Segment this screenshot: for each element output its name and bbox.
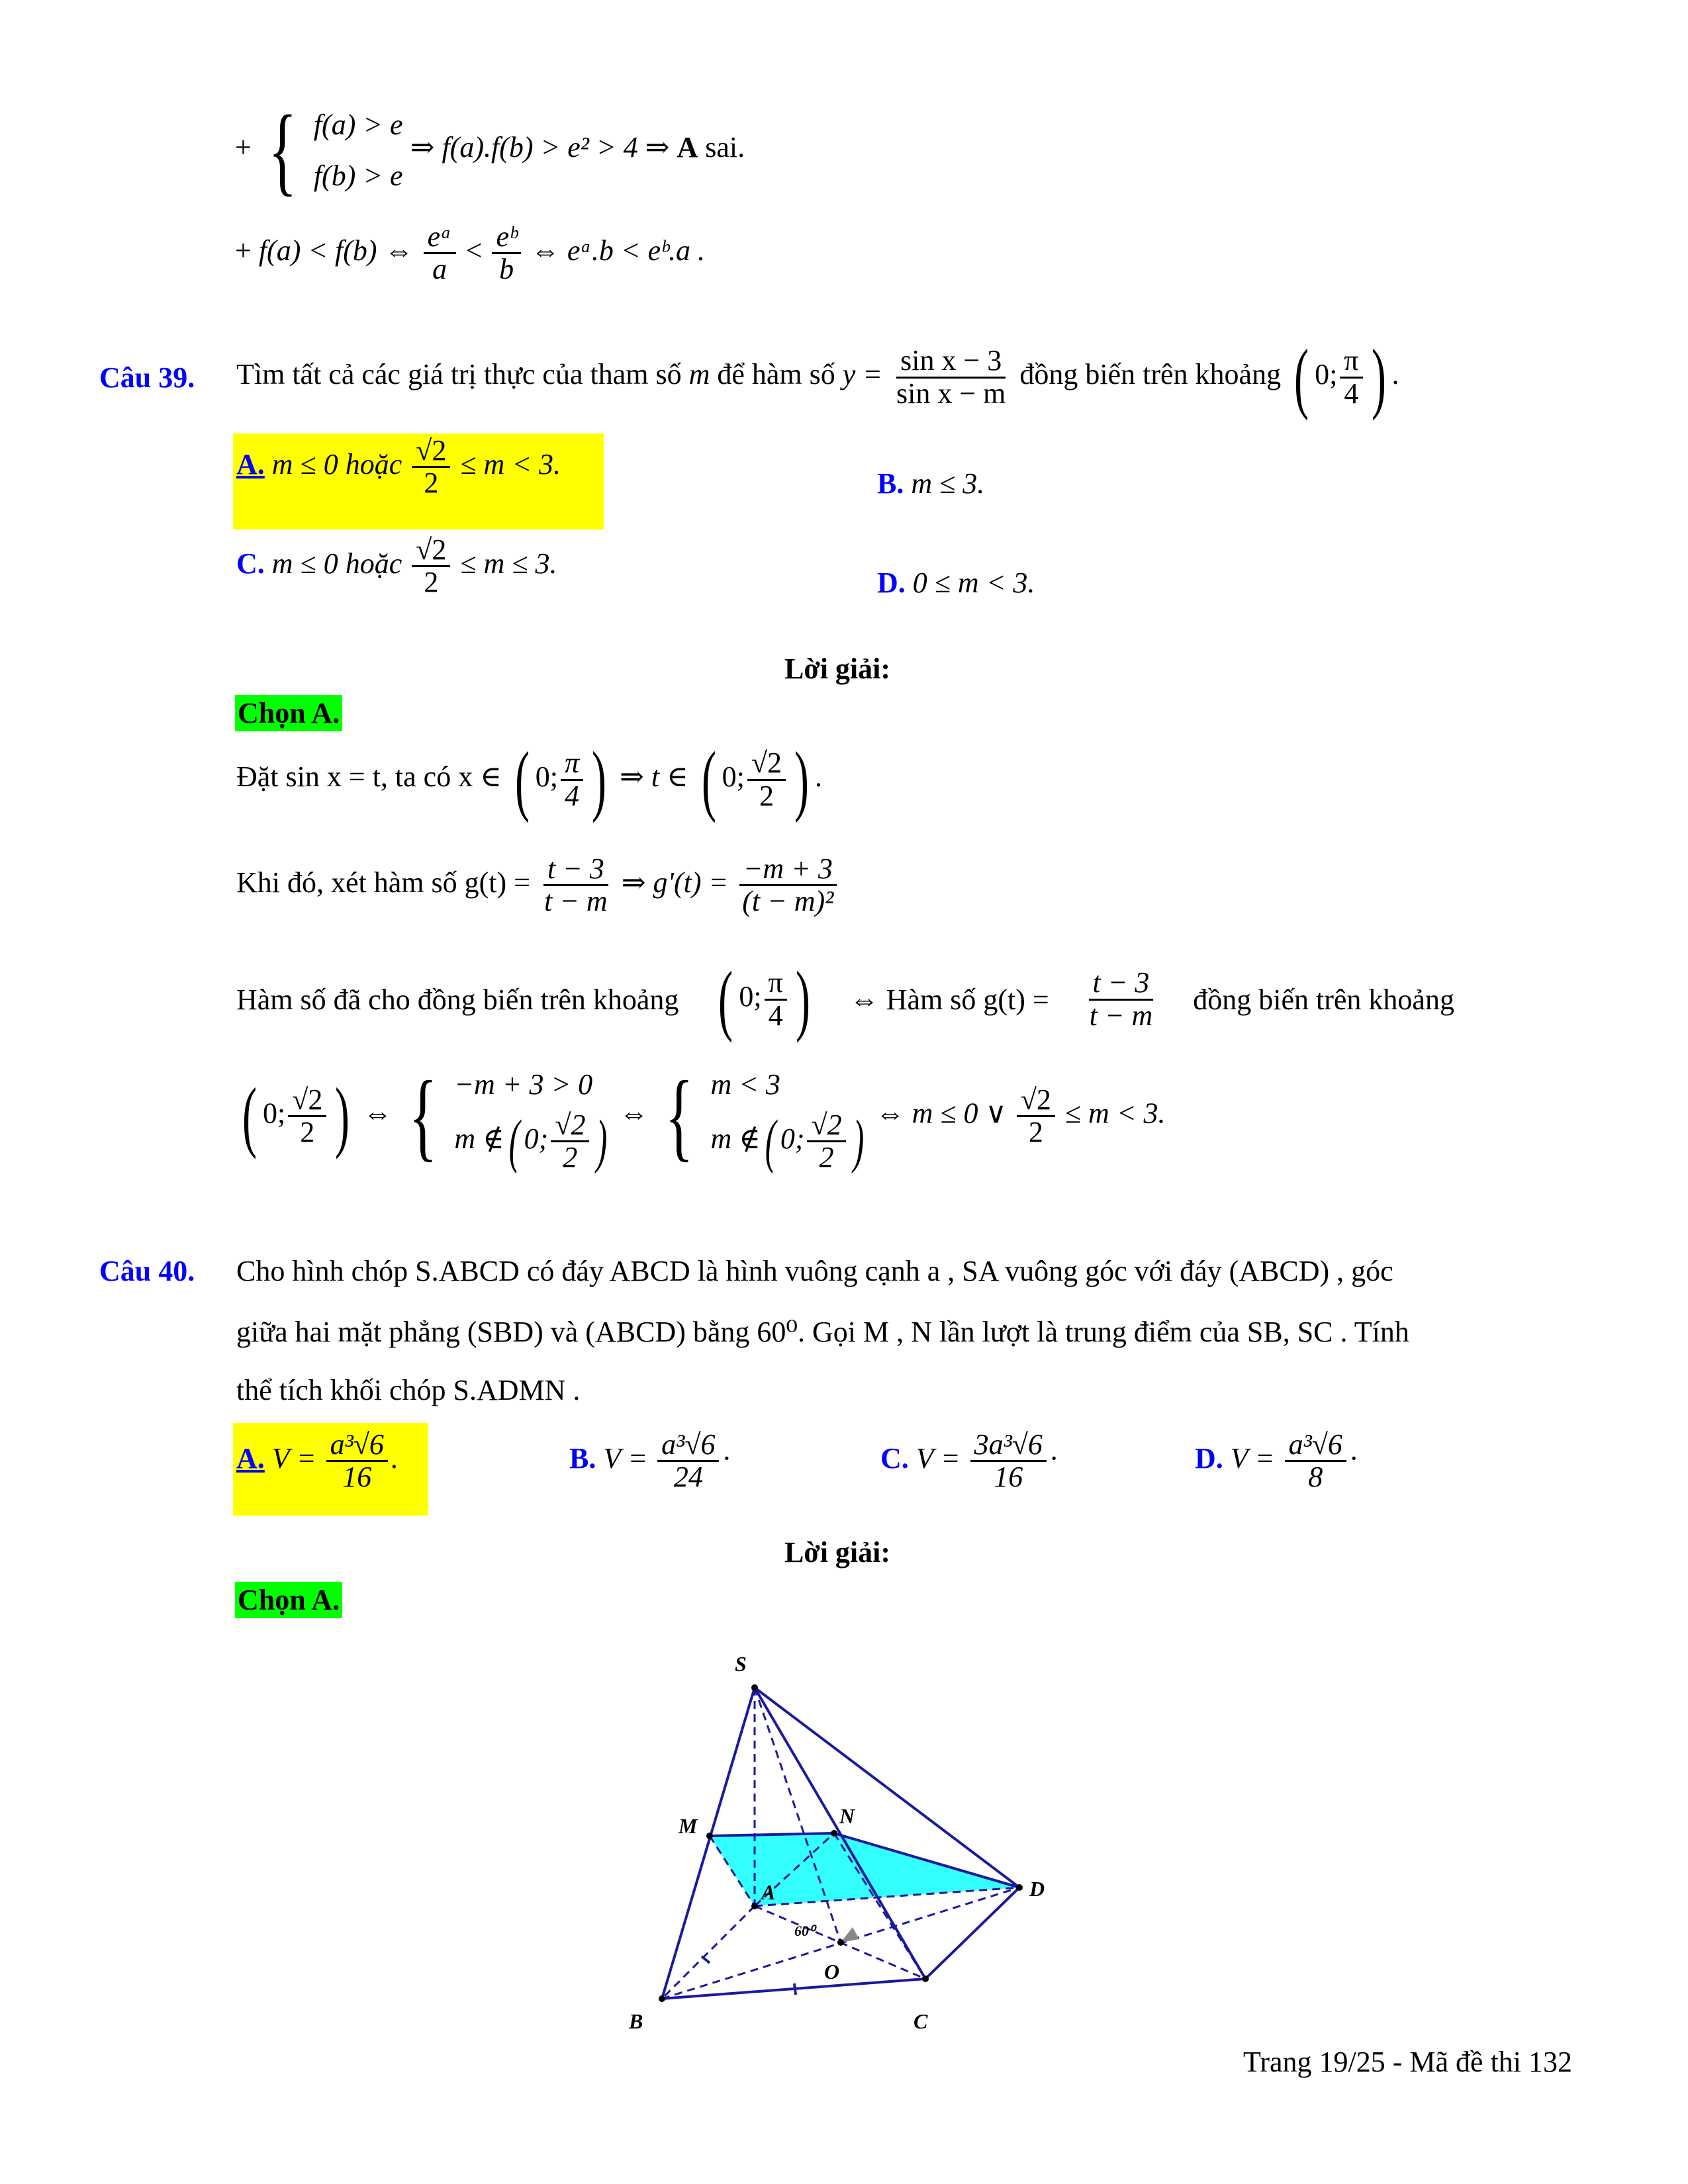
pyramid-figure — [596, 1628, 1099, 2038]
solution-text: Đặt sin x = t, ta có x ∈ — [236, 760, 502, 794]
punctuation: · — [1348, 1441, 1359, 1475]
q40-option-b[interactable] — [569, 1430, 731, 1492]
q39-option-c[interactable] — [236, 535, 557, 598]
math-text: f(a) < f(b) ⇔ — [258, 234, 414, 267]
vertex-c — [922, 1976, 929, 1982]
solution-text: ⇒ g'(t) = — [621, 866, 729, 899]
condition-row: f(b) > e — [313, 159, 403, 192]
vertex-m — [706, 1833, 713, 1839]
left-paren: ( — [1294, 333, 1309, 421]
system-1 — [454, 1059, 612, 1173]
condition-row: f(a) > e — [313, 109, 403, 141]
q40-option-d[interactable] — [1195, 1430, 1359, 1492]
interval-text: 0; — [535, 760, 558, 794]
q39-solution-line-4 — [236, 1059, 1166, 1173]
q40-option-c[interactable] — [880, 1430, 1059, 1492]
numerator: π — [561, 748, 583, 780]
right-paren: ) — [794, 735, 810, 823]
denominator: 2 — [300, 1115, 315, 1148]
left-paren: ( — [765, 1108, 776, 1174]
option-label[interactable]: B. — [569, 1441, 596, 1475]
section-admn-fill — [710, 1833, 1019, 1906]
denominator: 4 — [1344, 377, 1359, 410]
q40-option-a[interactable] — [236, 1430, 398, 1492]
label-o: O — [824, 1960, 840, 1983]
q39-solution-title: Lời giải: — [784, 653, 891, 685]
implication-text: ⇒ f(a).f(b) > e² > 4 ⇒ — [410, 131, 670, 164]
interval-text: 0; — [739, 980, 762, 1013]
q39-option-d[interactable] — [877, 566, 1035, 600]
fraction — [540, 854, 612, 917]
vertex-a — [751, 1903, 758, 1909]
vertex-o — [837, 1939, 844, 1946]
punctuation: . — [1391, 358, 1399, 391]
vertex-d — [1016, 1884, 1023, 1891]
numerator: √2 — [412, 535, 450, 567]
left-paren: ( — [701, 735, 716, 823]
q40-solution-title: Lời giải: — [784, 1536, 891, 1569]
fraction — [657, 1430, 719, 1492]
verdict-text: sai. — [705, 131, 745, 164]
left-paren: ( — [508, 1108, 520, 1174]
question-text: Tìm tất cả các giá trị thực của tham số — [236, 358, 682, 391]
option-label[interactable]: B. — [877, 467, 904, 500]
option-label[interactable]: A. — [236, 1441, 265, 1475]
angle-marker — [841, 1927, 859, 1942]
interval-text: 0; — [524, 1122, 549, 1155]
option-text: V = — [1230, 1441, 1275, 1475]
option-text: V = — [915, 1441, 961, 1475]
fraction — [412, 535, 450, 598]
q40-choose-answer: Chọn A. — [235, 1582, 342, 1618]
numerator: 3a³√6 — [970, 1430, 1047, 1462]
system-row — [454, 1110, 612, 1173]
denominator: 4 — [768, 999, 783, 1032]
numerator: −m + 3 — [739, 854, 837, 886]
fraction — [326, 1430, 388, 1492]
system-2 — [710, 1059, 868, 1173]
fraction — [765, 968, 787, 1030]
denominator: 2 — [563, 1141, 578, 1174]
numerator: √2 — [1017, 1085, 1055, 1117]
option-text: V = — [271, 1441, 316, 1475]
label-n: N — [839, 1804, 855, 1828]
plus-sign: + — [235, 131, 252, 164]
math-text: ⇔ m ≤ 0 ∨ — [875, 1097, 1007, 1130]
numerator: √2 — [747, 748, 786, 780]
question-40-label: Câu 40. — [99, 1255, 195, 1287]
equivalence-sign: ⇔ — [363, 1097, 393, 1130]
intro-line-2 — [235, 222, 705, 285]
option-label[interactable]: C. — [236, 547, 265, 580]
punctuation: · — [722, 1441, 732, 1475]
math-text: ≤ m < 3. — [1064, 1097, 1166, 1130]
question-39-label: Câu 39. — [99, 361, 195, 394]
denominator: a — [432, 253, 447, 286]
math-text: y = — [842, 358, 882, 391]
fraction — [747, 748, 786, 811]
fraction — [561, 748, 583, 811]
math-text: < — [465, 234, 483, 267]
label-angle: 60⁰ — [794, 1923, 815, 1939]
solution-text: đồng biến trên khoảng — [1193, 983, 1454, 1016]
vertex-n — [831, 1830, 837, 1837]
denominator: (t − m)² — [742, 885, 834, 918]
question-text: đồng biến trên khoảng — [1019, 358, 1282, 391]
option-text: 0 ≤ m < 3. — [912, 567, 1035, 599]
option-label[interactable]: A. — [236, 447, 265, 480]
interval-text: 0; — [722, 760, 745, 794]
q39-solution-line-2 — [236, 854, 840, 917]
left-brace: { — [665, 1061, 694, 1171]
right-paren: ) — [596, 1108, 608, 1174]
option-text: ≤ m ≤ 3. — [460, 547, 557, 580]
fraction — [1285, 1430, 1346, 1492]
q39-solution-line-3 — [236, 955, 1454, 1043]
left-paren: ( — [718, 955, 733, 1043]
page-footer: Trang 19/25 - Mã đề thi 132 — [1243, 2046, 1573, 2078]
numerator: a³√6 — [326, 1430, 388, 1462]
numerator: t − 3 — [1089, 968, 1154, 1000]
left-brace: { — [268, 95, 297, 205]
denominator: sin x − m — [896, 377, 1006, 410]
punctuation: . — [390, 1441, 398, 1475]
denominator: 16 — [994, 1461, 1023, 1494]
numerator: eᵇ — [492, 222, 520, 254]
option-text: V = — [603, 1441, 648, 1475]
label-s: S — [735, 1652, 747, 1676]
fraction — [738, 854, 837, 917]
solution-text: Khi đó, xét hàm số g(t) = — [236, 866, 530, 899]
question-40-line-2: giữa hai mặt phẳng (SBD) và (ABCD) bằng 60⁰. Gọi M , N lần lượt là trung điểm của SB, SC . Tính — [236, 1316, 1409, 1348]
denominator: 2 — [759, 779, 774, 812]
denominator: 4 — [565, 779, 579, 812]
punctuation: · — [1049, 1441, 1059, 1475]
vertex-b — [659, 1995, 665, 2002]
tick-bc — [794, 1983, 796, 1995]
equivalence-sign: ⇔ — [619, 1097, 649, 1130]
numerator: √2 — [288, 1085, 326, 1117]
fraction — [551, 1110, 589, 1173]
fraction — [807, 1110, 845, 1173]
numerator: √2 — [551, 1110, 589, 1142]
fraction — [970, 1430, 1047, 1492]
label-b: B — [629, 2009, 643, 2033]
system-row: m < 3 — [710, 1068, 780, 1101]
right-paren: ) — [335, 1071, 350, 1160]
denominator: t − m — [543, 885, 608, 918]
q39-choose-answer: Chọn A. — [235, 695, 342, 731]
left-paren: ( — [242, 1071, 257, 1160]
math-text: m ∉ — [710, 1122, 761, 1155]
right-paren: ) — [795, 955, 810, 1043]
option-label[interactable]: C. — [880, 1441, 909, 1475]
numerator: √2 — [807, 1110, 845, 1142]
fraction — [1017, 1085, 1055, 1148]
solution-text: Hàm số đã cho đồng biến trên khoảng — [236, 983, 679, 1016]
fraction — [1086, 968, 1157, 1030]
denominator: b — [499, 253, 514, 286]
fraction — [492, 222, 520, 285]
solution-text: ⇒ t ∈ — [620, 760, 688, 794]
solution-text: ⇔ Hàm số g(t) = — [849, 983, 1049, 1016]
intro-line-1 — [235, 95, 745, 205]
system-row — [710, 1110, 868, 1173]
denominator: 24 — [673, 1461, 703, 1494]
left-brace: { — [408, 1061, 438, 1171]
label-c: C — [914, 2009, 928, 2033]
label-d: D — [1029, 1877, 1045, 1901]
numerator: π — [765, 968, 787, 1000]
numerator: sin x − 3 — [896, 345, 1006, 378]
fraction — [424, 222, 456, 285]
numerator: eᵃ — [424, 222, 456, 254]
condition-system — [314, 99, 403, 201]
label-a: A — [761, 1880, 776, 1904]
numerator: t − 3 — [543, 854, 608, 886]
option-text: m ≤ 0 hoặc — [271, 447, 402, 480]
fraction — [412, 435, 450, 498]
denominator: t − m — [1089, 999, 1153, 1032]
q39-option-b[interactable] — [877, 467, 984, 500]
right-paren: ) — [592, 735, 607, 823]
interval-text: 0; — [1315, 358, 1338, 391]
label-m: M — [679, 1814, 698, 1838]
option-text: m ≤ 3. — [911, 467, 985, 500]
interval-text: 0; — [262, 1097, 286, 1130]
denominator: 8 — [1308, 1461, 1323, 1494]
denominator: 2 — [1028, 1115, 1043, 1148]
denominator: 2 — [424, 566, 439, 599]
option-label[interactable]: D. — [877, 567, 906, 599]
question-text: để hàm số — [717, 358, 835, 391]
denominator: 2 — [424, 467, 439, 500]
punctuation: . — [815, 760, 822, 794]
question-40-line-1: Cho hình chóp S.ABCD có đáy ABCD là hình vuông cạnh a , SA vuông góc với đáy (ABCD) , góc — [236, 1255, 1393, 1287]
fraction — [1340, 345, 1362, 408]
math-text: ⇔ eᵃ.b < eᵇ.a . — [530, 234, 705, 267]
left-paren: ( — [514, 735, 530, 823]
denominator: 2 — [819, 1141, 834, 1174]
question-40-line-3: thể tích khối chóp S.ADMN . — [236, 1374, 581, 1406]
question-39-text — [236, 333, 1399, 421]
fraction — [288, 1085, 326, 1148]
option-label[interactable]: D. — [1195, 1441, 1223, 1475]
numerator: √2 — [412, 435, 450, 468]
interval-group — [712, 955, 816, 1043]
option-text: m ≤ 0 hoặc — [271, 547, 402, 580]
answer-letter: A — [677, 131, 698, 164]
numerator: π — [1340, 345, 1362, 378]
vertex-s — [751, 1684, 758, 1691]
q39-solution-line-1 — [236, 735, 822, 823]
q39-option-a[interactable] — [236, 435, 561, 498]
math-var: m — [688, 358, 710, 391]
math-text: m ∉ — [454, 1122, 504, 1155]
right-paren: ) — [853, 1108, 864, 1174]
tick-ab — [702, 1956, 710, 1963]
numerator: a³√6 — [1285, 1430, 1346, 1462]
numerator: a³√6 — [657, 1430, 719, 1462]
plus-sign: + — [235, 234, 252, 267]
function-fraction — [892, 345, 1009, 408]
system-row: −m + 3 > 0 — [454, 1068, 593, 1101]
option-text: ≤ m < 3. — [460, 447, 561, 480]
right-paren: ) — [1371, 333, 1386, 421]
interval-text: 0; — [780, 1122, 805, 1155]
denominator: 16 — [342, 1461, 372, 1494]
